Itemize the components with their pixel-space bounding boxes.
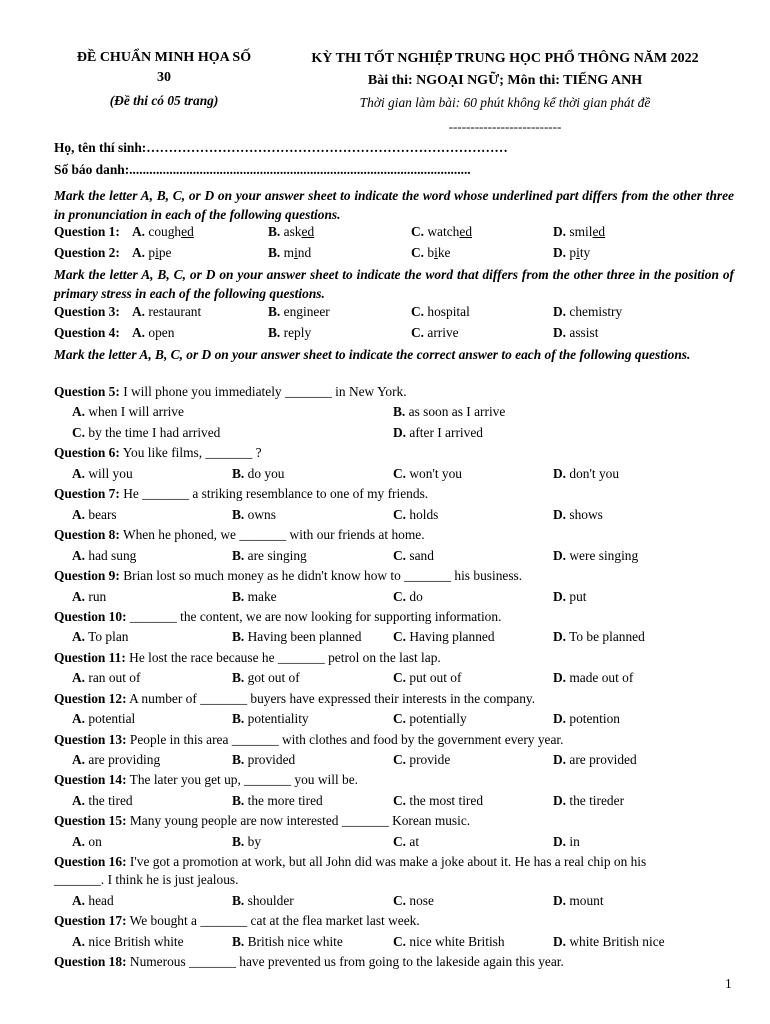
q5-option-a[interactable]: A. when I will arrive (72, 404, 184, 419)
q10-option-a[interactable]: A. To plan (72, 629, 129, 644)
q1-option-c[interactable]: C. watched (411, 224, 473, 239)
q6-option-b[interactable]: B. do you (232, 466, 285, 481)
q16-option-c[interactable]: C. nose (393, 893, 434, 908)
q9-option-a[interactable]: A. run (72, 589, 107, 604)
q16-option-a[interactable]: A. head (72, 893, 114, 908)
question-label: Question 2: (54, 245, 120, 260)
q10-option-c[interactable]: C. Having planned (393, 629, 495, 644)
q7-option-a[interactable]: A. bears (72, 507, 117, 522)
q9-option-d[interactable]: D. put (553, 589, 587, 604)
header-right (283, 48, 727, 138)
q10-option-b[interactable]: B. Having been planned (232, 629, 362, 644)
exam-number: 30 (157, 70, 171, 85)
q14-option-b[interactable]: B. the more tired (232, 793, 323, 808)
q4-option-d[interactable]: D. assist (553, 325, 599, 340)
q2-option-b[interactable]: B. mind (268, 245, 312, 260)
q6-option-a[interactable]: A. will you (72, 466, 133, 481)
q4-option-a[interactable]: A. open (132, 325, 175, 340)
q16-option-d[interactable]: D. mount (553, 893, 604, 908)
q8-option-d[interactable]: D. were singing (553, 548, 639, 563)
question-6: Question 6: You like films, _______ ? (54, 445, 262, 460)
q12-option-d[interactable]: D. potention (553, 711, 620, 726)
q11-option-b[interactable]: B. got out of (232, 670, 300, 685)
q11-option-c[interactable]: C. put out of (393, 670, 462, 685)
q13-option-a[interactable]: A. are providing (72, 752, 161, 767)
q17-option-d[interactable]: D. white British nice (553, 934, 665, 949)
question-label: Question 4: (54, 325, 120, 340)
question-18: Question 18: Numerous _______ have prevented us from going to the lakeside again this year. (54, 954, 564, 969)
student-id-field: Số báo danh:...................................................................................................... (54, 162, 471, 177)
exam-subject: Bài thi: NGOẠI NGỮ; Môn thi: TIẾNG ANH (367, 73, 643, 88)
q13-option-c[interactable]: C. provide (393, 752, 451, 767)
q14-option-c[interactable]: C. the most tired (393, 793, 484, 808)
q1-option-d[interactable]: D. smiled (553, 224, 606, 239)
q8-option-b[interactable]: B. are singing (232, 548, 307, 563)
q17-option-c[interactable]: C. nice white British (393, 934, 505, 949)
q8-option-a[interactable]: A. had sung (72, 548, 137, 563)
q6-option-c[interactable]: C. won't you (393, 466, 463, 481)
q1-option-b[interactable]: B. asked (268, 224, 315, 239)
q4-option-c[interactable]: C. arrive (411, 325, 459, 340)
q5-option-b[interactable]: B. as soon as I arrive (393, 404, 506, 419)
q3-option-b[interactable]: B. engineer (268, 304, 330, 319)
instruction-stress: Mark the letter A, B, C, or D on your answer sheet to indicate the word that differs from the other three in the position of primary stress in each of the following questions. (54, 267, 734, 301)
q15-option-c[interactable]: C. at (393, 834, 420, 849)
question-5: Question 5: I will phone you immediately _______ in New York. (54, 384, 407, 399)
exam-title: ĐỀ CHUẨN MINH HỌA SỐ (76, 50, 252, 65)
question-16-continued: _______. I think he is just jealous. (54, 872, 239, 887)
question-16: Question 16: I've got a promotion at work, but all John did was make a joke about it. He has a real chip on his (54, 854, 647, 869)
q7-option-b[interactable]: B. owns (232, 507, 276, 522)
q5-option-d[interactable]: D. after I arrived (393, 425, 483, 440)
instruction-correct-answer: Mark the letter A, B, C, or D on your answer sheet to indicate the correct answer to each of the following questions. (54, 347, 691, 362)
question-11: Question 11: He lost the race because he _______ petrol on the last lap. (54, 650, 441, 665)
student-name-field: Họ, tên thí sinh:……………………………………………………………………… (54, 140, 508, 155)
question-14: Question 14: The later you get up, _______ you will be. (54, 772, 358, 787)
q3-option-a[interactable]: A. restaurant (132, 304, 202, 319)
header-left (55, 48, 273, 111)
question-8: Question 8: When he phoned, we _______ with our friends at home. (54, 527, 425, 542)
q2-option-c[interactable]: C. bike (411, 245, 451, 260)
q15-option-b[interactable]: B. by (232, 834, 262, 849)
q3-option-c[interactable]: C. hospital (411, 304, 470, 319)
q14-option-a[interactable]: A. the tired (72, 793, 133, 808)
q7-option-d[interactable]: D. shows (553, 507, 603, 522)
question-13: Question 13: People in this area _______ with clothes and food by the government every year. (54, 732, 564, 747)
header-divider: -------------------------- (448, 119, 562, 134)
q17-option-a[interactable]: A. nice British white (72, 934, 184, 949)
question-9: Question 9: Brian lost so much money as he didn't know how to _______ his business. (54, 568, 523, 583)
question-12: Question 12: A number of _______ buyers have expressed their interests in the company. (54, 691, 536, 706)
q12-option-b[interactable]: B. potentiality (232, 711, 309, 726)
page-count-note: (Đề thi có 05 trang) (109, 93, 219, 108)
exam-name: KỲ THI TỐT NGHIỆP TRUNG HỌC PHỔ THÔNG NĂM 2022 (311, 51, 699, 66)
q12-option-c[interactable]: C. potentially (393, 711, 467, 726)
q6-option-d[interactable]: D. don't you (553, 466, 620, 481)
q7-option-c[interactable]: C. holds (393, 507, 439, 522)
q17-option-b[interactable]: B. British nice white (232, 934, 343, 949)
q14-option-d[interactable]: D. the tireder (553, 793, 625, 808)
q1-option-a[interactable]: A. coughed (132, 224, 194, 239)
q15-option-a[interactable]: A. on (72, 834, 102, 849)
question-label: Question 3: (54, 304, 120, 319)
question-10: Question 10: _______ the content, we are now looking for supporting information. (54, 609, 502, 624)
q9-option-b[interactable]: B. make (232, 589, 277, 604)
q10-option-d[interactable]: D. To be planned (553, 629, 645, 644)
question-7: Question 7: He _______ a striking resemblance to one of my friends. (54, 486, 429, 501)
q8-option-c[interactable]: C. sand (393, 548, 434, 563)
q5-option-c[interactable]: C. by the time I had arrived (72, 425, 221, 440)
q12-option-a[interactable]: A. potential (72, 711, 136, 726)
q9-option-c[interactable]: C. do (393, 589, 423, 604)
q11-option-d[interactable]: D. made out of (553, 670, 634, 685)
exam-time: Thời gian làm bài: 60 phút không kể thời gian phát đề (359, 95, 651, 110)
q16-option-b[interactable]: B. shoulder (232, 893, 294, 908)
q13-option-b[interactable]: B. provided (232, 752, 296, 767)
q15-option-d[interactable]: D. in (553, 834, 580, 849)
instruction-pronunciation: Mark the letter A, B, C, or D on your answer sheet to indicate the word whose underlined part differs from the other three in pronunciation in each of the following questions. (54, 188, 734, 222)
question-label: Question 1: (54, 224, 120, 239)
q13-option-d[interactable]: D. are provided (553, 752, 637, 767)
q2-option-d[interactable]: D. pity (553, 245, 591, 260)
q4-option-b[interactable]: B. reply (268, 325, 312, 340)
question-17: Question 17: We bought a _______ cat at the flea market last week. (54, 913, 420, 928)
q2-option-a[interactable]: A. pipe (132, 245, 172, 260)
page-number: 1 (725, 976, 732, 991)
q3-option-d[interactable]: D. chemistry (553, 304, 623, 319)
q11-option-a[interactable]: A. ran out of (72, 670, 141, 685)
question-15: Question 15: Many young people are now interested _______ Korean music. (54, 813, 471, 828)
